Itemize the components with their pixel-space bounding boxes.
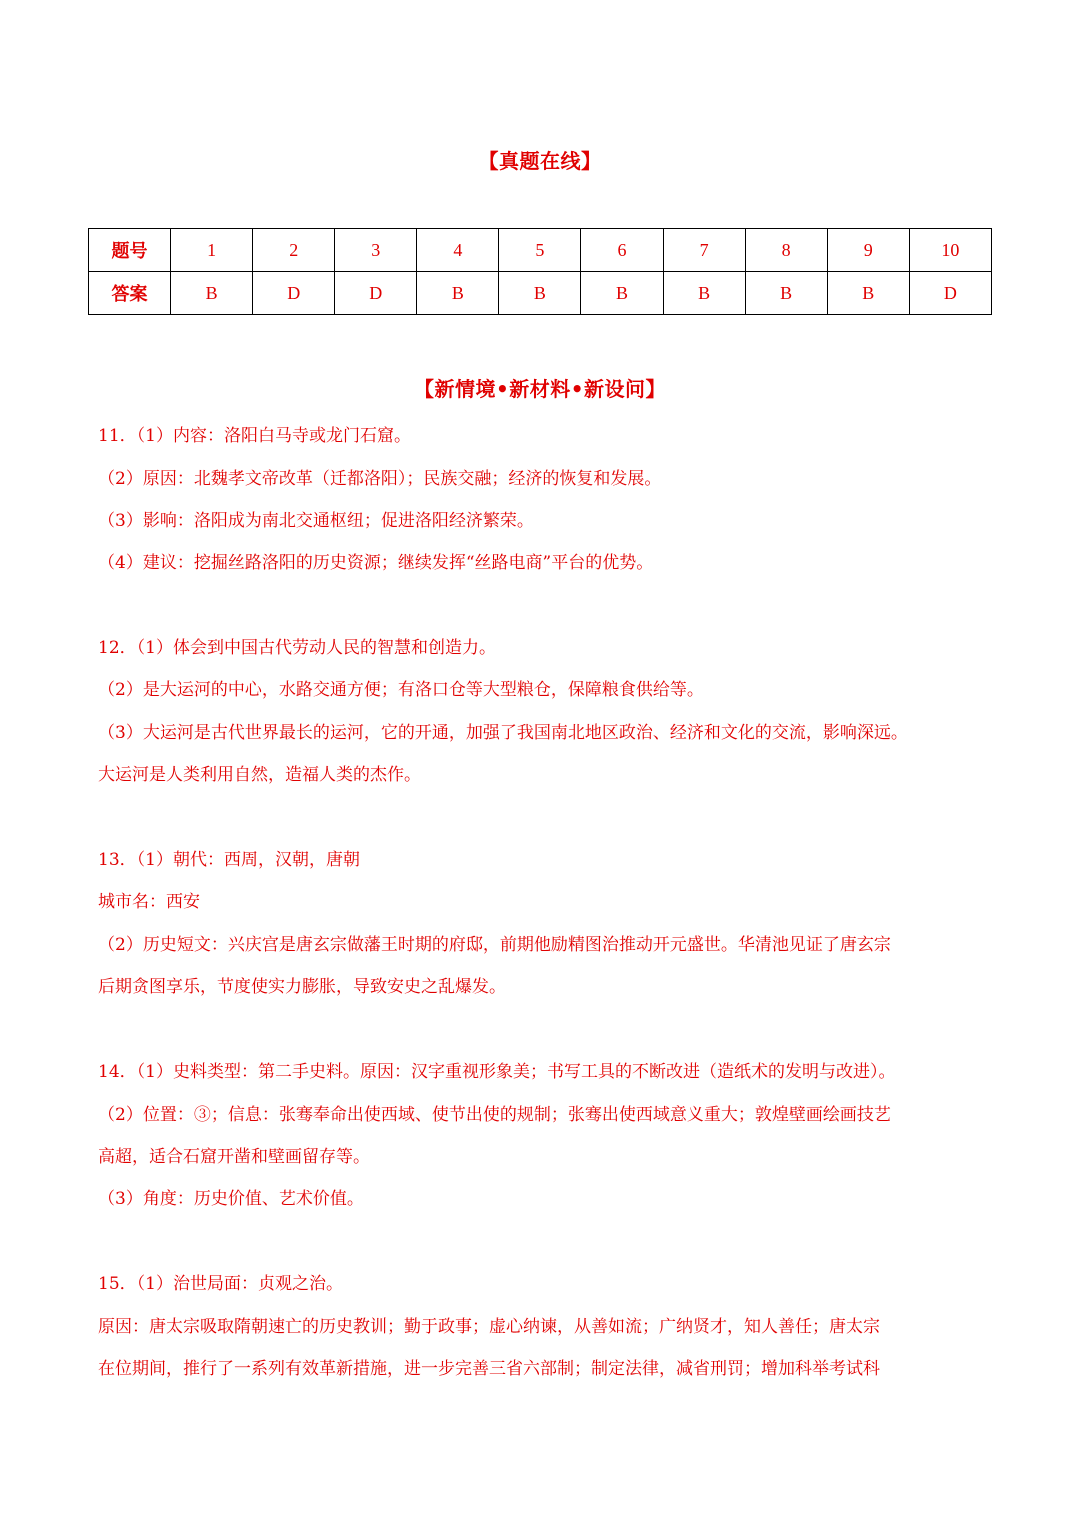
answer-cell: D: [335, 272, 417, 315]
answer-line: 大运河是人类利用自然，造福人类的杰作。: [98, 765, 421, 785]
answer-cell: B: [581, 272, 663, 315]
answer-cell: B: [417, 272, 499, 315]
answer-line: （2）原因：北魏孝文帝改革（迁都洛阳）；民族交融；经济的恢复和发展。: [98, 469, 662, 489]
question-number: 10: [909, 229, 991, 272]
question-number: 3: [335, 229, 417, 272]
answer-line: （2）位置：③；信息：张骞奉命出使西域、使节出使的规制；张骞出使西域意义重大；敦煌壁画绘画技艺: [98, 1105, 891, 1125]
answer-line: （2）历史短文：兴庆宫是唐玄宗做藩王时期的府邸，前期他励精图治推动开元盛世。华清池见证了唐玄宗: [98, 935, 891, 955]
answer-cell: D: [909, 272, 991, 315]
answer-line: 13．（1）朝代：西周，汉朝，唐朝: [98, 850, 360, 870]
row-label-answer: 答案: [89, 272, 171, 315]
section-title-new-context: 【新情境•新材料•新设问】: [413, 377, 667, 401]
answer-line: （4）建议：挖掘丝路洛阳的历史资源；继续发挥“丝路电商”平台的优势。: [98, 553, 654, 573]
section-title-zhenti: 【真题在线】: [478, 149, 602, 173]
answer-line: 12．（1）体会到中国古代劳动人民的智慧和创造力。: [98, 638, 496, 658]
answer-row: [89, 272, 992, 315]
question-number: 1: [171, 229, 253, 272]
answer-line: 原因：唐太宗吸取隋朝速亡的历史教训；勤于政事；虚心纳谏，从善如流；广纳贤才，知人善任；唐太宗: [98, 1317, 880, 1337]
answer-cell: B: [499, 272, 581, 315]
question-number: 4: [417, 229, 499, 272]
answer-line: 城市名：西安: [98, 892, 200, 912]
answer-cell: B: [745, 272, 827, 315]
question-number: 6: [581, 229, 663, 272]
answer-line: （3）大运河是古代世界最长的运河，它的开通，加强了我国南北地区政治、经济和文化的交流，影响深远。: [98, 723, 908, 743]
answer-line: （3）角度：历史价值、艺术价值。: [98, 1189, 364, 1209]
question-number: 8: [745, 229, 827, 272]
answer-line: （3）影响：洛阳成为南北交通枢纽；促进洛阳经济繁荣。: [98, 511, 534, 531]
answer-table: [88, 228, 992, 315]
answer-line: 11．（1）内容：洛阳白马寺或龙门石窟。: [98, 426, 411, 446]
answer-line: （2）是大运河的中心，水路交通方便；有洛口仓等大型粮仓，保障粮食供给等。: [98, 680, 704, 700]
answer-cell: B: [171, 272, 253, 315]
question-number: 5: [499, 229, 581, 272]
answer-line: 后期贪图享乐，节度使实力膨胀，导致安史之乱爆发。: [98, 977, 506, 997]
answer-line: 14．（1）史料类型：第二手史料。原因：汉字重视形象美；书写工具的不断改进（造纸术的发明与改进）。: [98, 1062, 896, 1082]
question-number: 7: [663, 229, 745, 272]
answer-cell: B: [827, 272, 909, 315]
question-number: 9: [827, 229, 909, 272]
answer-line: 高超，适合石窟开凿和壁画留存等。: [98, 1147, 370, 1167]
answer-line: 在位期间，推行了一系列有效革新措施，进一步完善三省六部制；制定法律，减省刑罚；增加科举考试科: [98, 1359, 880, 1379]
question-number: 2: [253, 229, 335, 272]
answer-line: 15．（1）治世局面：贞观之治。: [98, 1274, 343, 1294]
row-label-number: 题号: [89, 229, 171, 272]
answer-cell: B: [663, 272, 745, 315]
question-number-row: [89, 229, 992, 272]
answer-cell: D: [253, 272, 335, 315]
